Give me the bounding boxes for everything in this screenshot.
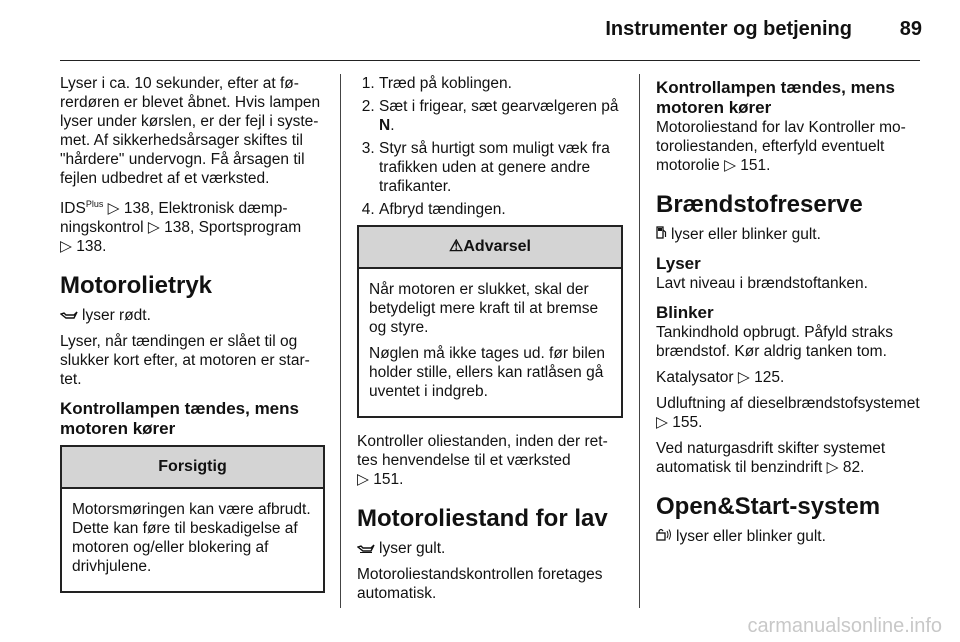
- fuel-line: [656, 225, 921, 244]
- warning-header: [359, 227, 621, 269]
- lamp-text: [656, 118, 921, 175]
- warning-body: [359, 269, 621, 416]
- oil-level-status: lyser gult.: [379, 540, 446, 557]
- ref-arrow-icon: ▷: [737, 369, 750, 386]
- list-item: 3. Styr så hurtigt som muligt væk fra trafikken uden at genere andre trafikanter.: [379, 139, 623, 196]
- steps-list: [357, 74, 623, 219]
- column-divider: [639, 74, 640, 608]
- after-warning-text: [357, 432, 623, 489]
- openstart-line: [656, 527, 921, 546]
- list-item: 4. Afbryd tændingen.: [379, 200, 623, 219]
- caution-body: [62, 489, 323, 591]
- watermark: carmanualsonline.info: [747, 615, 942, 637]
- column-2: [357, 74, 623, 610]
- column-1: [60, 74, 325, 593]
- ref-arrow-icon: ▷: [656, 414, 668, 431]
- ref-arrow-icon: ▷: [60, 238, 72, 256]
- oil-level-line: [357, 539, 623, 558]
- oil-level-icon: [357, 539, 375, 558]
- gear-n: N: [379, 117, 391, 134]
- catalyst-ref: 125.: [749, 369, 785, 386]
- gas-line: [656, 439, 921, 477]
- intro-text: Lyser i ca. 10 sekunder, efter at førerdøren er blevet åbnet. Hvis lampen lyser under kørslen, er der fejl i systemet. Af sikkerhedsårsager skiftes til "hårdere" undervogn. Få årsagen til fejlen udbedret af et værksted.: [60, 75, 321, 187]
- column-divider: [340, 74, 341, 608]
- oil-level-text: Motoroliestandskontrollen foretages automatisk.: [357, 566, 603, 602]
- ref-arrow-icon: ▷: [147, 219, 160, 237]
- list-item: [379, 97, 623, 135]
- ids-label: IDS: [60, 200, 86, 218]
- ref-arrow-icon: ▷: [724, 157, 736, 174]
- venting-ref: 155.: [667, 414, 703, 431]
- warning-icon: ⚠: [449, 238, 464, 255]
- page-header: [0, 0, 960, 60]
- ref-text-3: 138.: [71, 238, 107, 256]
- oil-pressure-line: [60, 306, 325, 325]
- lamp-ref: 151.: [735, 157, 771, 174]
- heading-fuel-reserve: Brændstofreserve: [656, 191, 863, 218]
- ref-text-1: 138, Elektronisk dæmpningskontrol: [60, 200, 288, 237]
- oil-pressure-status: lyser rødt.: [82, 307, 151, 325]
- warning-text-1: Når motoren er slukket, skal der betydeligt mere kraft til at bremse og styre.: [369, 281, 599, 336]
- caution-text: Motorsmøringen kan være afbrudt. Dette kan føre til beskadigelse af motoren og/eller blokering af drivhjulene.: [72, 501, 311, 576]
- lamp-text-body: Motoroliestand for lav Kontroller motoroliestanden, efterfyld eventuelt motorolie: [656, 119, 906, 174]
- page-number: 89: [899, 18, 922, 40]
- lyser-heading: Lyser: [656, 254, 701, 273]
- ref-arrow-icon: ▷: [826, 459, 839, 476]
- list-item: 1. Træd på koblingen.: [379, 74, 623, 93]
- catalyst-line: [656, 368, 921, 387]
- venting-line: [656, 394, 921, 432]
- ref-text-2: 138, Sportsprogram: [159, 219, 302, 237]
- after-ref: 151.: [368, 471, 404, 488]
- heading-lamp-on: Kontrollampen tændes, mens motoren kører: [656, 78, 895, 117]
- caution-box: [60, 445, 325, 593]
- warning-text-2: Nøglen må ikke tages ud. før bilen holder stille, ellers kan ratlåsen gå uventet i indgreb.: [369, 345, 606, 400]
- header-divider: [60, 60, 920, 61]
- fuel-status: lyser eller blinker gult.: [671, 226, 821, 243]
- header-title: Instrumenter og betjening: [605, 18, 852, 40]
- heading-open-start: Open&Start-system: [656, 493, 881, 520]
- step-2-text: Sæt i frigear, sæt gearvælgeren på: [379, 98, 619, 115]
- heading-oil-pressure: Motorolietryk: [60, 272, 213, 300]
- after-warning: Kontroller oliestanden, inden der rettes henvendelse til et værksted: [357, 433, 608, 469]
- catalyst-text: Katalysator: [656, 369, 734, 386]
- ref-arrow-icon: ▷: [107, 200, 120, 218]
- step-2-end: .: [390, 117, 395, 134]
- caution-title: Forsigtig: [62, 447, 323, 489]
- blinker-text: Tankindhold opbrugt. Påfyld straks brændstof. Kør aldrig tanken tom.: [656, 324, 893, 360]
- openstart-status: lyser eller blinker gult.: [676, 528, 826, 545]
- blinker-heading: Blinker: [656, 303, 714, 322]
- ref-arrow-icon: ▷: [357, 471, 369, 488]
- car-lock-icon: [656, 527, 672, 546]
- column-3: [656, 74, 921, 553]
- venting-text: Udluftning af dieselbrændstofsystemet: [656, 395, 920, 412]
- reference-text: [60, 195, 325, 256]
- heading-oil-level: Motoroliestand for lav: [357, 505, 608, 532]
- oil-can-icon: [60, 306, 78, 325]
- lyser-text: Lavt niveau i brændstoftanken.: [656, 275, 868, 292]
- fuel-pump-icon: [656, 225, 667, 244]
- warning-box: [357, 225, 623, 418]
- subheading-lamp-on: Kontrollampen tændes, mens motoren kører: [60, 399, 299, 439]
- warning-title: Advarsel: [463, 238, 531, 255]
- oil-pressure-text: Lyser, når tændingen er slået til og slukker kort efter, at motoren er startet.: [60, 333, 310, 389]
- gas-ref: 82.: [838, 459, 865, 476]
- ids-plus: Plus: [85, 199, 104, 209]
- gas-text: Ved naturgasdrift skifter systemet automatisk til benzindrift: [656, 440, 886, 476]
